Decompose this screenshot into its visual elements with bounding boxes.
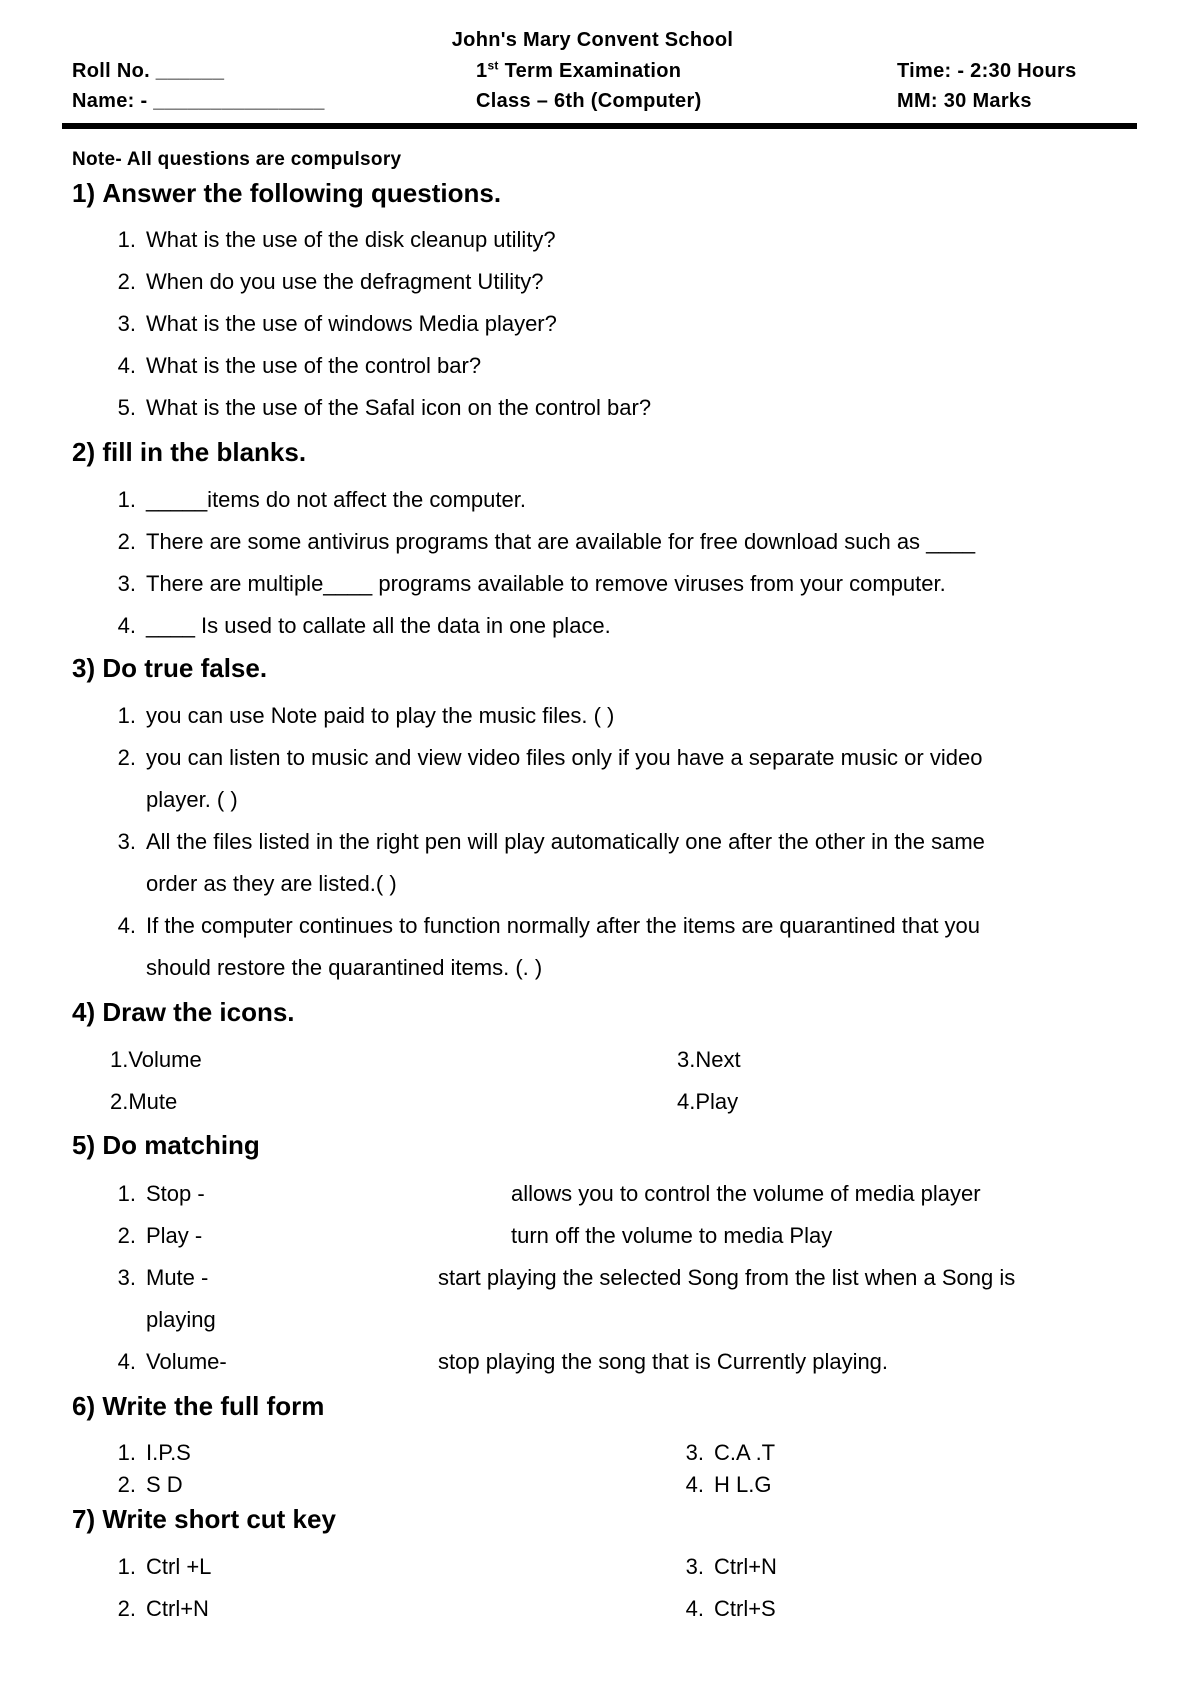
time-label: Time: - 2:30 Hours — [897, 60, 1077, 82]
icon-task-item: 2.Mute — [110, 1089, 178, 1114]
section-heading: 7) Write short cut key — [72, 1504, 336, 1534]
match-row-continuation: playing — [146, 1307, 216, 1332]
max-marks-label: MM: 30 Marks — [897, 90, 1032, 112]
class-label: Class – 6th (Computer) — [476, 90, 702, 112]
name-field: Name: - _______________ — [72, 90, 325, 112]
question-item-continuation: should restore the quarantined items. (. ) — [146, 955, 543, 980]
roll-number-field: Roll No. ______ — [72, 60, 225, 82]
question-item-continuation: player. ( ) — [146, 787, 238, 812]
section-heading: 5) Do matching — [72, 1130, 260, 1160]
icon-task-item: 3.Next — [677, 1047, 741, 1072]
section-heading: 2) fill in the blanks. — [72, 437, 307, 467]
exam-term: 1st Term Examination — [476, 58, 682, 82]
question-item-continuation: order as they are listed.( ) — [146, 871, 397, 896]
note-text: Note- All questions are compulsory — [72, 149, 402, 170]
icon-task-item: 4.Play — [677, 1089, 739, 1114]
section-heading: 6) Write the full form — [72, 1391, 325, 1421]
section-heading: 4) Draw the icons. — [72, 997, 295, 1027]
icon-task-item: 1.Volume — [110, 1047, 202, 1072]
section-heading: 1) Answer the following questions. — [72, 178, 502, 208]
school-name: John's Mary Convent School — [451, 29, 734, 51]
section-heading: 3) Do true false. — [72, 653, 268, 683]
header-divider — [62, 123, 1137, 129]
